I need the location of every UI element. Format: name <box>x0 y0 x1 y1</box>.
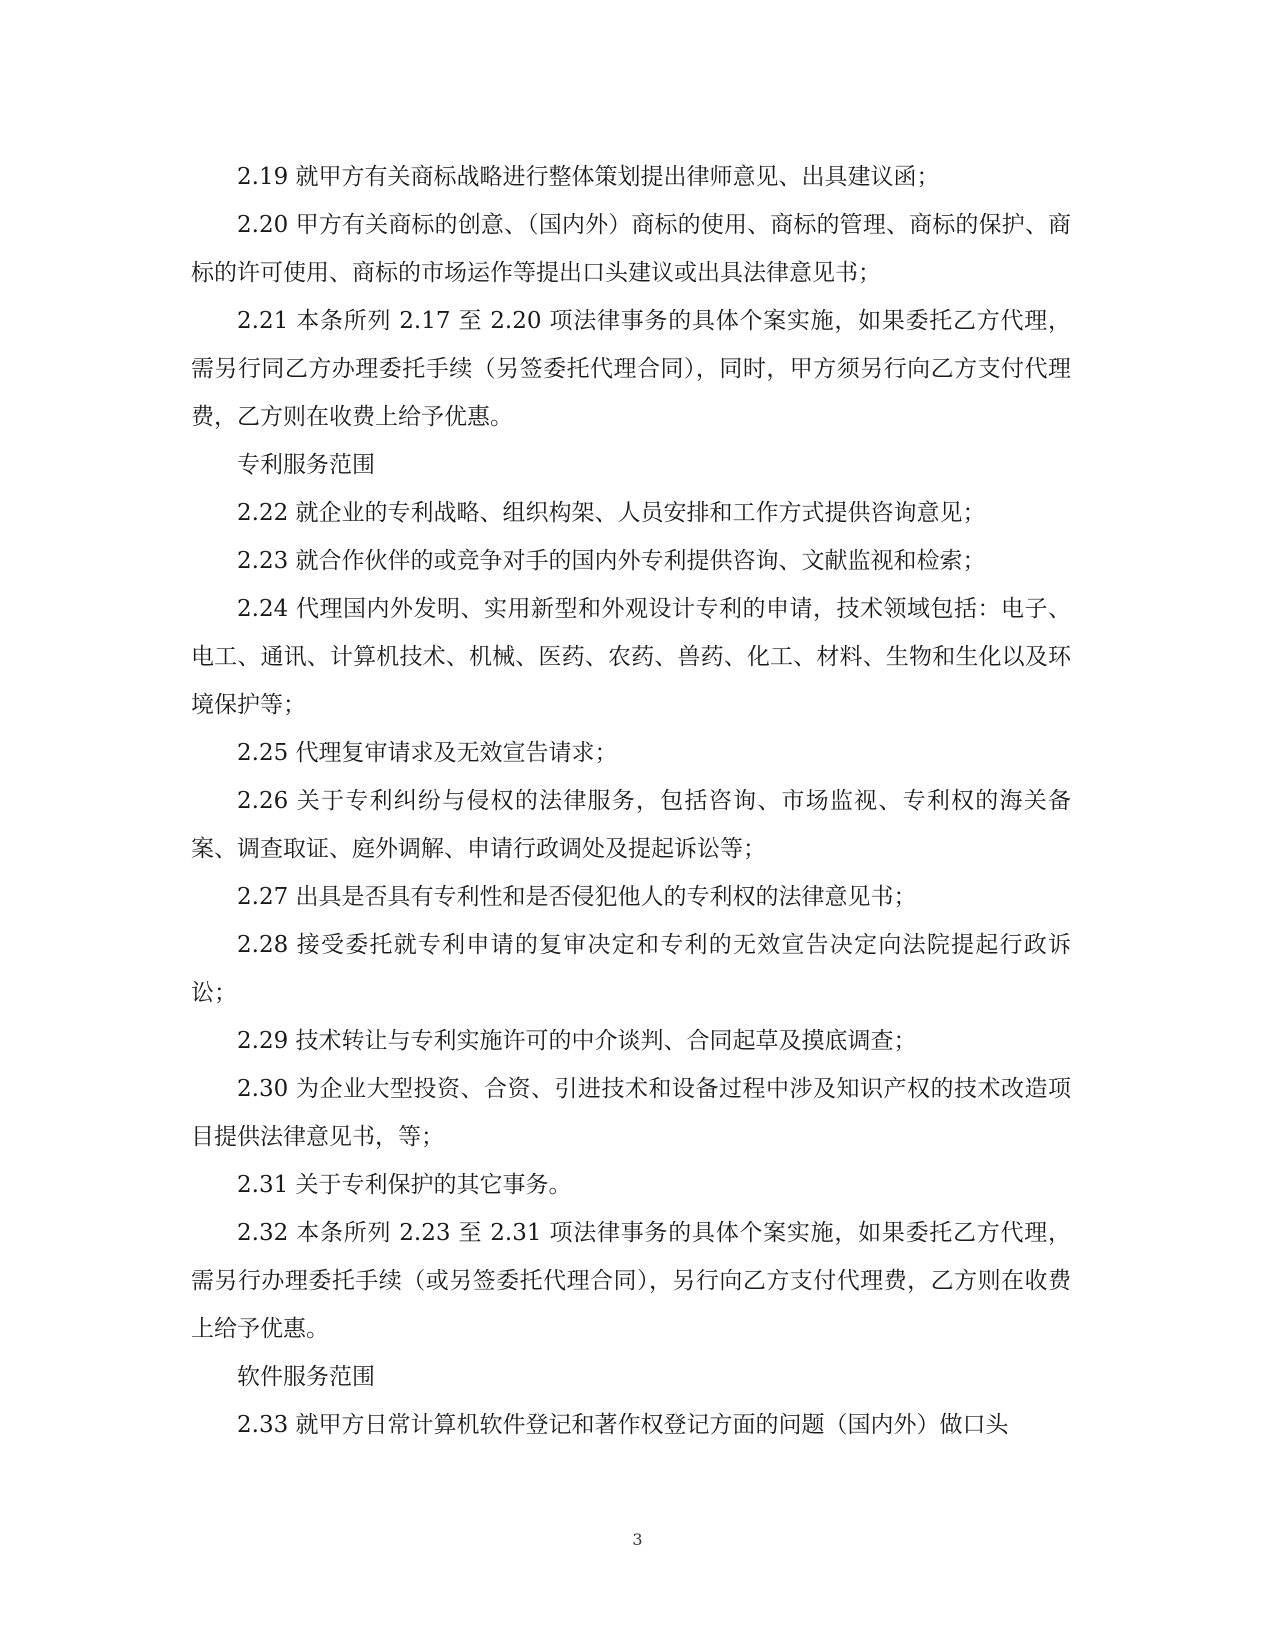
section-heading-software: 软件服务范围 <box>237 1364 375 1390</box>
clause-2-24: 2.24 代理国内外发明、实用新型和外观设计专利的申请，技术领域包括：电子、电工、通讯、计算机技术、机械、医药、农药、兽药、化工、材料、生物和生化以及环境保护等； <box>191 596 1071 718</box>
clause-2-25: 2.25 代理复审请求及无效宣告请求； <box>237 740 618 766</box>
clause-2-29: 2.29 技术转让与专利实施许可的中介谈判、合同起草及摸底调查； <box>237 1028 917 1054</box>
clause-2-20: 2.20 甲方有关商标的创意、（国内外）商标的使用、商标的管理、商标的保护、商标的许可使用、商标的市场运作等提出口头建议或出具法律意见书； <box>191 212 1071 286</box>
clause-2-27: 2.27 出具是否具有专利性和是否侵犯他人的专利权的法律意见书； <box>237 884 917 910</box>
section-heading-patent: 专利服务范围 <box>237 452 375 478</box>
page-number: 3 <box>632 1530 643 1549</box>
clause-2-22: 2.22 就企业的专利战略、组织构架、人员安排和工作方式提供咨询意见； <box>237 500 986 526</box>
body-text <box>191 153 1071 1449</box>
clause-2-19: 2.19 就甲方有关商标战略进行整体策划提出律师意见、出具建议函； <box>237 164 940 190</box>
clause-2-21: 2.21 本条所列 2.17 至 2.20 项法律事务的具体个案实施，如果委托乙方代理，需另行同乙方办理委托手续（另签委托代理合同），同时，甲方须另行向乙方支付代理费，乙方则在收费上给予优惠。 <box>191 308 1071 430</box>
clause-2-26: 2.26 关于专利纠纷与侵权的法律服务，包括咨询、市场监视、专利权的海关备案、调查取证、庭外调解、申请行政调处及提起诉讼等； <box>191 788 1071 862</box>
clause-2-33: 2.33 就甲方日常计算机软件登记和著作权登记方面的问题（国内外）做口头 <box>237 1412 1009 1438</box>
clause-2-31: 2.31 关于专利保护的其它事务。 <box>237 1172 572 1198</box>
clause-2-30: 2.30 为企业大型投资、合资、引进技术和设备过程中涉及知识产权的技术改造项目提供法律意见书，等； <box>191 1076 1071 1150</box>
clause-2-23: 2.23 就合作伙伴的或竞争对手的国内外专利提供咨询、文献监视和检索； <box>237 548 986 574</box>
clause-2-28: 2.28 接受委托就专利申请的复审决定和专利的无效宣告决定向法院提起行政诉讼； <box>191 932 1071 1006</box>
clause-2-32: 2.32 本条所列 2.23 至 2.31 项法律事务的具体个案实施，如果委托乙方代理，需另行办理委托手续（或另签委托代理合同），另行向乙方支付代理费，乙方则在收费上给予优惠。 <box>191 1220 1071 1342</box>
